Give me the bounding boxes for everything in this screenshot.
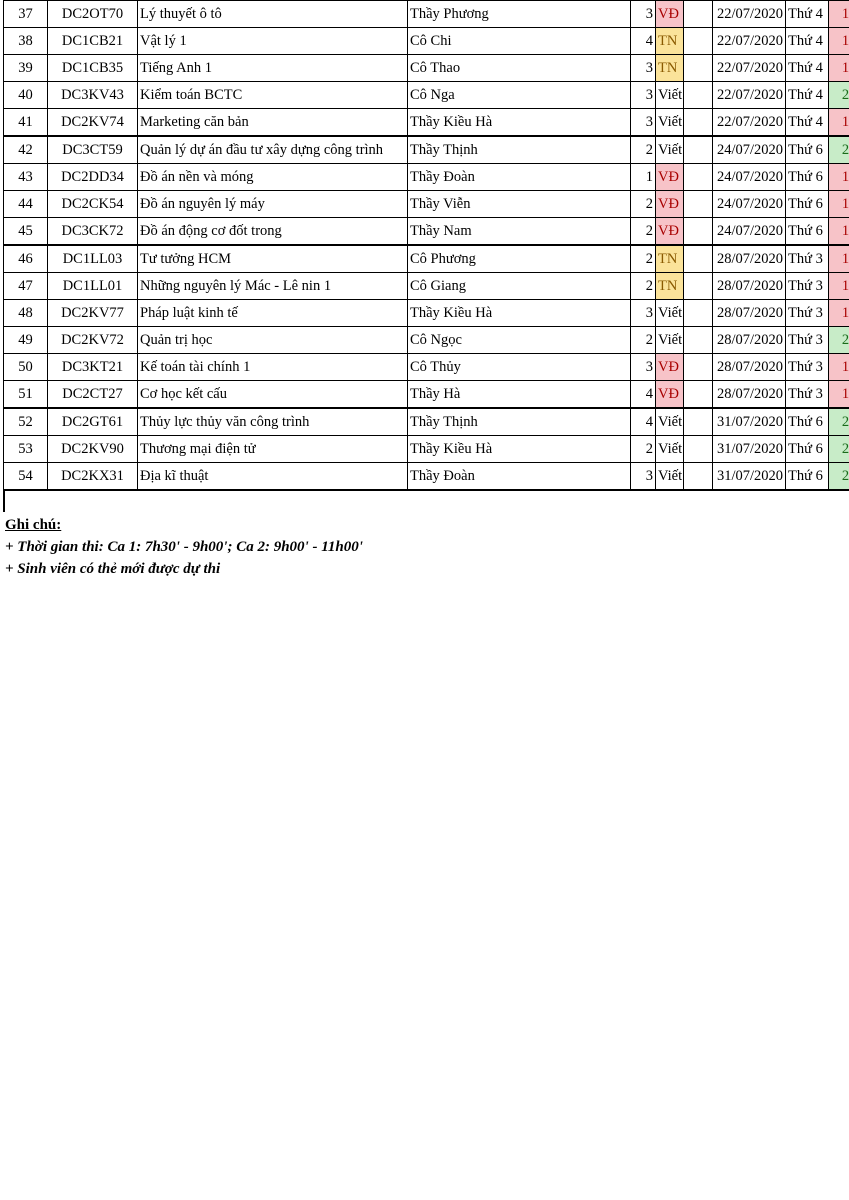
- cell-course-code: DC3CT59: [48, 136, 138, 164]
- cell-stt: 51: [4, 381, 48, 409]
- cell-exam-form: Viết: [656, 300, 684, 327]
- cell-course-code: DC2KV72: [48, 327, 138, 354]
- table-row: [4, 436, 849, 463]
- table-row: [4, 218, 849, 246]
- cell-course-name: Cơ học kết cấu: [138, 381, 408, 409]
- cell-teacher: Cô Thủy: [408, 354, 631, 381]
- cell-teacher: Thầy Thịnh: [408, 408, 631, 436]
- cell-course-code: DC2CK54: [48, 191, 138, 218]
- cell-exam-form: Viết: [656, 463, 684, 491]
- cell-exam-date: 22/07/2020: [713, 1, 786, 28]
- exam-schedule-sheet: [3, 0, 849, 491]
- cell-credits: 2: [631, 273, 656, 300]
- cell-shift: 2: [829, 327, 849, 354]
- cell-empty: [684, 354, 713, 381]
- table-left-border-tail: [3, 490, 5, 512]
- cell-credits: 3: [631, 82, 656, 109]
- cell-stt: 37: [4, 1, 48, 28]
- cell-teacher: Cô Ngọc: [408, 327, 631, 354]
- cell-weekday: Thứ 6: [786, 408, 829, 436]
- cell-teacher: Thầy Phương: [408, 1, 631, 28]
- cell-exam-date: 28/07/2020: [713, 327, 786, 354]
- cell-weekday: Thứ 3: [786, 327, 829, 354]
- cell-empty: [684, 109, 713, 137]
- cell-course-name: Kiểm toán BCTC: [138, 82, 408, 109]
- cell-teacher: Thầy Kiều Hà: [408, 300, 631, 327]
- cell-teacher: Thầy Kiều Hà: [408, 436, 631, 463]
- cell-course-name: Quản lý dự án đầu tư xây dựng công trình: [138, 136, 408, 164]
- cell-teacher: Cô Giang: [408, 273, 631, 300]
- cell-shift: 1: [829, 1, 849, 28]
- cell-exam-date: 22/07/2020: [713, 82, 786, 109]
- cell-stt: 42: [4, 136, 48, 164]
- cell-course-name: Thương mại điện tử: [138, 436, 408, 463]
- cell-course-name: Tư tưởng HCM: [138, 245, 408, 273]
- cell-credits: 4: [631, 381, 656, 409]
- cell-course-code: DC1LL03: [48, 245, 138, 273]
- cell-weekday: Thứ 6: [786, 218, 829, 246]
- cell-credits: 2: [631, 191, 656, 218]
- cell-course-code: DC2KV77: [48, 300, 138, 327]
- table-row: [4, 136, 849, 164]
- cell-empty: [684, 245, 713, 273]
- cell-empty: [684, 463, 713, 491]
- cell-empty: [684, 82, 713, 109]
- cell-exam-form: TN: [656, 245, 684, 273]
- cell-stt: 47: [4, 273, 48, 300]
- table-row: [4, 463, 849, 491]
- note-exam-times: + Thời gian thi: Ca 1: 7h30' - 9h00'; Ca 2: 9h00' - 11h00': [5, 539, 363, 555]
- cell-exam-form: Viết: [656, 109, 684, 137]
- cell-weekday: Thứ 4: [786, 1, 829, 28]
- notes-section: [5, 514, 363, 580]
- cell-course-code: DC2KX31: [48, 463, 138, 491]
- cell-exam-form: Viết: [656, 82, 684, 109]
- cell-exam-date: 22/07/2020: [713, 55, 786, 82]
- cell-weekday: Thứ 3: [786, 245, 829, 273]
- table-row: [4, 354, 849, 381]
- cell-course-name: Vật lý 1: [138, 28, 408, 55]
- cell-exam-form: TN: [656, 273, 684, 300]
- cell-exam-form: TN: [656, 55, 684, 82]
- table-row: [4, 245, 849, 273]
- cell-weekday: Thứ 6: [786, 136, 829, 164]
- cell-weekday: Thứ 3: [786, 354, 829, 381]
- cell-course-name: Những nguyên lý Mác - Lê nin 1: [138, 273, 408, 300]
- cell-shift: 1: [829, 28, 849, 55]
- cell-exam-form: Viết: [656, 408, 684, 436]
- cell-weekday: Thứ 6: [786, 191, 829, 218]
- cell-course-code: DC3KT21: [48, 354, 138, 381]
- cell-empty: [684, 136, 713, 164]
- cell-course-code: DC3CK72: [48, 218, 138, 246]
- table-row: [4, 55, 849, 82]
- cell-course-name: Pháp luật kinh tế: [138, 300, 408, 327]
- cell-teacher: Cô Nga: [408, 82, 631, 109]
- cell-teacher: Thầy Viễn: [408, 191, 631, 218]
- cell-credits: 1: [631, 164, 656, 191]
- cell-course-code: DC2CT27: [48, 381, 138, 409]
- cell-stt: 45: [4, 218, 48, 246]
- note-student-card: + Sinh viên có thẻ mới được dự thi: [5, 561, 221, 577]
- cell-exam-form: Viết: [656, 327, 684, 354]
- cell-weekday: Thứ 4: [786, 82, 829, 109]
- cell-shift: 1: [829, 273, 849, 300]
- cell-course-name: Đồ án nguyên lý máy: [138, 191, 408, 218]
- cell-empty: [684, 273, 713, 300]
- cell-exam-form: TN: [656, 28, 684, 55]
- cell-exam-form: Viết: [656, 436, 684, 463]
- cell-teacher: Thầy Đoàn: [408, 164, 631, 191]
- cell-shift: 1: [829, 381, 849, 409]
- table-row: [4, 109, 849, 137]
- cell-weekday: Thứ 3: [786, 300, 829, 327]
- cell-credits: 3: [631, 109, 656, 137]
- table-row: [4, 191, 849, 218]
- cell-weekday: Thứ 4: [786, 109, 829, 137]
- cell-shift: 1: [829, 218, 849, 246]
- cell-empty: [684, 436, 713, 463]
- cell-course-name: Kế toán tài chính 1: [138, 354, 408, 381]
- cell-stt: 44: [4, 191, 48, 218]
- cell-credits: 3: [631, 354, 656, 381]
- cell-exam-form: VĐ: [656, 218, 684, 246]
- cell-teacher: Thầy Thịnh: [408, 136, 631, 164]
- cell-shift: 1: [829, 245, 849, 273]
- cell-credits: 2: [631, 218, 656, 246]
- cell-exam-date: 22/07/2020: [713, 109, 786, 137]
- cell-empty: [684, 327, 713, 354]
- cell-course-name: Thủy lực thủy văn công trình: [138, 408, 408, 436]
- cell-shift: 1: [829, 300, 849, 327]
- cell-empty: [684, 191, 713, 218]
- cell-exam-date: 28/07/2020: [713, 245, 786, 273]
- cell-shift: 2: [829, 82, 849, 109]
- cell-credits: 2: [631, 245, 656, 273]
- cell-course-name: Lý thuyết ô tô: [138, 1, 408, 28]
- cell-course-code: DC1LL01: [48, 273, 138, 300]
- cell-course-name: Marketing căn bản: [138, 109, 408, 137]
- cell-teacher: Cô Thao: [408, 55, 631, 82]
- cell-shift: 2: [829, 136, 849, 164]
- cell-weekday: Thứ 6: [786, 463, 829, 491]
- cell-empty: [684, 164, 713, 191]
- table-row: [4, 273, 849, 300]
- cell-exam-date: 24/07/2020: [713, 164, 786, 191]
- table-row: [4, 300, 849, 327]
- cell-stt: 49: [4, 327, 48, 354]
- cell-stt: 39: [4, 55, 48, 82]
- cell-course-name: Địa kĩ thuật: [138, 463, 408, 491]
- table-row: [4, 408, 849, 436]
- cell-course-code: DC2GT61: [48, 408, 138, 436]
- cell-teacher: Thầy Đoàn: [408, 463, 631, 491]
- table-body: [4, 1, 849, 491]
- cell-empty: [684, 55, 713, 82]
- cell-weekday: Thứ 6: [786, 436, 829, 463]
- cell-stt: 41: [4, 109, 48, 137]
- cell-weekday: Thứ 3: [786, 273, 829, 300]
- cell-exam-form: VĐ: [656, 191, 684, 218]
- cell-empty: [684, 381, 713, 409]
- cell-stt: 38: [4, 28, 48, 55]
- cell-shift: 1: [829, 354, 849, 381]
- cell-exam-form: VĐ: [656, 1, 684, 28]
- cell-course-code: DC2OT70: [48, 1, 138, 28]
- cell-credits: 3: [631, 1, 656, 28]
- cell-course-name: Tiếng Anh 1: [138, 55, 408, 82]
- cell-empty: [684, 218, 713, 246]
- cell-credits: 3: [631, 55, 656, 82]
- cell-exam-date: 22/07/2020: [713, 28, 786, 55]
- cell-exam-form: VĐ: [656, 164, 684, 191]
- cell-teacher: Cô Chi: [408, 28, 631, 55]
- cell-shift: 1: [829, 191, 849, 218]
- cell-shift: 1: [829, 109, 849, 137]
- table-row: [4, 327, 849, 354]
- cell-stt: 54: [4, 463, 48, 491]
- cell-shift: 2: [829, 408, 849, 436]
- cell-weekday: Thứ 4: [786, 28, 829, 55]
- cell-weekday: Thứ 6: [786, 164, 829, 191]
- cell-empty: [684, 1, 713, 28]
- cell-stt: 53: [4, 436, 48, 463]
- cell-teacher: Cô Phương: [408, 245, 631, 273]
- cell-exam-form: VĐ: [656, 354, 684, 381]
- cell-exam-form: Viết: [656, 136, 684, 164]
- cell-weekday: Thứ 4: [786, 55, 829, 82]
- cell-credits: 4: [631, 28, 656, 55]
- cell-course-name: Đồ án động cơ đốt trong: [138, 218, 408, 246]
- cell-stt: 52: [4, 408, 48, 436]
- cell-credits: 2: [631, 436, 656, 463]
- cell-course-code: DC2KV90: [48, 436, 138, 463]
- cell-exam-date: 28/07/2020: [713, 273, 786, 300]
- table-row: [4, 381, 849, 409]
- cell-stt: 50: [4, 354, 48, 381]
- cell-teacher: Thầy Hà: [408, 381, 631, 409]
- cell-teacher: Thầy Nam: [408, 218, 631, 246]
- cell-course-name: Đồ án nền và móng: [138, 164, 408, 191]
- cell-course-code: DC2KV74: [48, 109, 138, 137]
- cell-shift: 2: [829, 463, 849, 491]
- cell-credits: 2: [631, 327, 656, 354]
- table-row: [4, 28, 849, 55]
- cell-exam-date: 28/07/2020: [713, 300, 786, 327]
- cell-exam-date: 24/07/2020: [713, 218, 786, 246]
- cell-exam-date: 31/07/2020: [713, 436, 786, 463]
- cell-stt: 46: [4, 245, 48, 273]
- cell-exam-date: 24/07/2020: [713, 136, 786, 164]
- cell-stt: 43: [4, 164, 48, 191]
- table-row: [4, 82, 849, 109]
- cell-credits: 2: [631, 136, 656, 164]
- cell-stt: 48: [4, 300, 48, 327]
- exam-schedule-table: [3, 0, 849, 491]
- cell-shift: 1: [829, 164, 849, 191]
- table-row: [4, 164, 849, 191]
- cell-teacher: Thầy Kiều Hà: [408, 109, 631, 137]
- cell-empty: [684, 300, 713, 327]
- cell-stt: 40: [4, 82, 48, 109]
- cell-exam-form: VĐ: [656, 381, 684, 409]
- cell-course-code: DC1CB21: [48, 28, 138, 55]
- table-row: [4, 1, 849, 28]
- cell-exam-date: 31/07/2020: [713, 408, 786, 436]
- notes-title: Ghi chú:: [5, 517, 62, 533]
- cell-credits: 3: [631, 463, 656, 491]
- cell-course-code: DC1CB35: [48, 55, 138, 82]
- cell-exam-date: 28/07/2020: [713, 354, 786, 381]
- cell-course-code: DC2DD34: [48, 164, 138, 191]
- cell-exam-date: 31/07/2020: [713, 463, 786, 491]
- cell-exam-date: 24/07/2020: [713, 191, 786, 218]
- cell-weekday: Thứ 3: [786, 381, 829, 409]
- cell-credits: 3: [631, 300, 656, 327]
- cell-course-name: Quản trị học: [138, 327, 408, 354]
- cell-shift: 2: [829, 436, 849, 463]
- cell-shift: 1: [829, 55, 849, 82]
- cell-empty: [684, 28, 713, 55]
- cell-empty: [684, 408, 713, 436]
- cell-course-code: DC3KV43: [48, 82, 138, 109]
- cell-exam-date: 28/07/2020: [713, 381, 786, 409]
- cell-credits: 4: [631, 408, 656, 436]
